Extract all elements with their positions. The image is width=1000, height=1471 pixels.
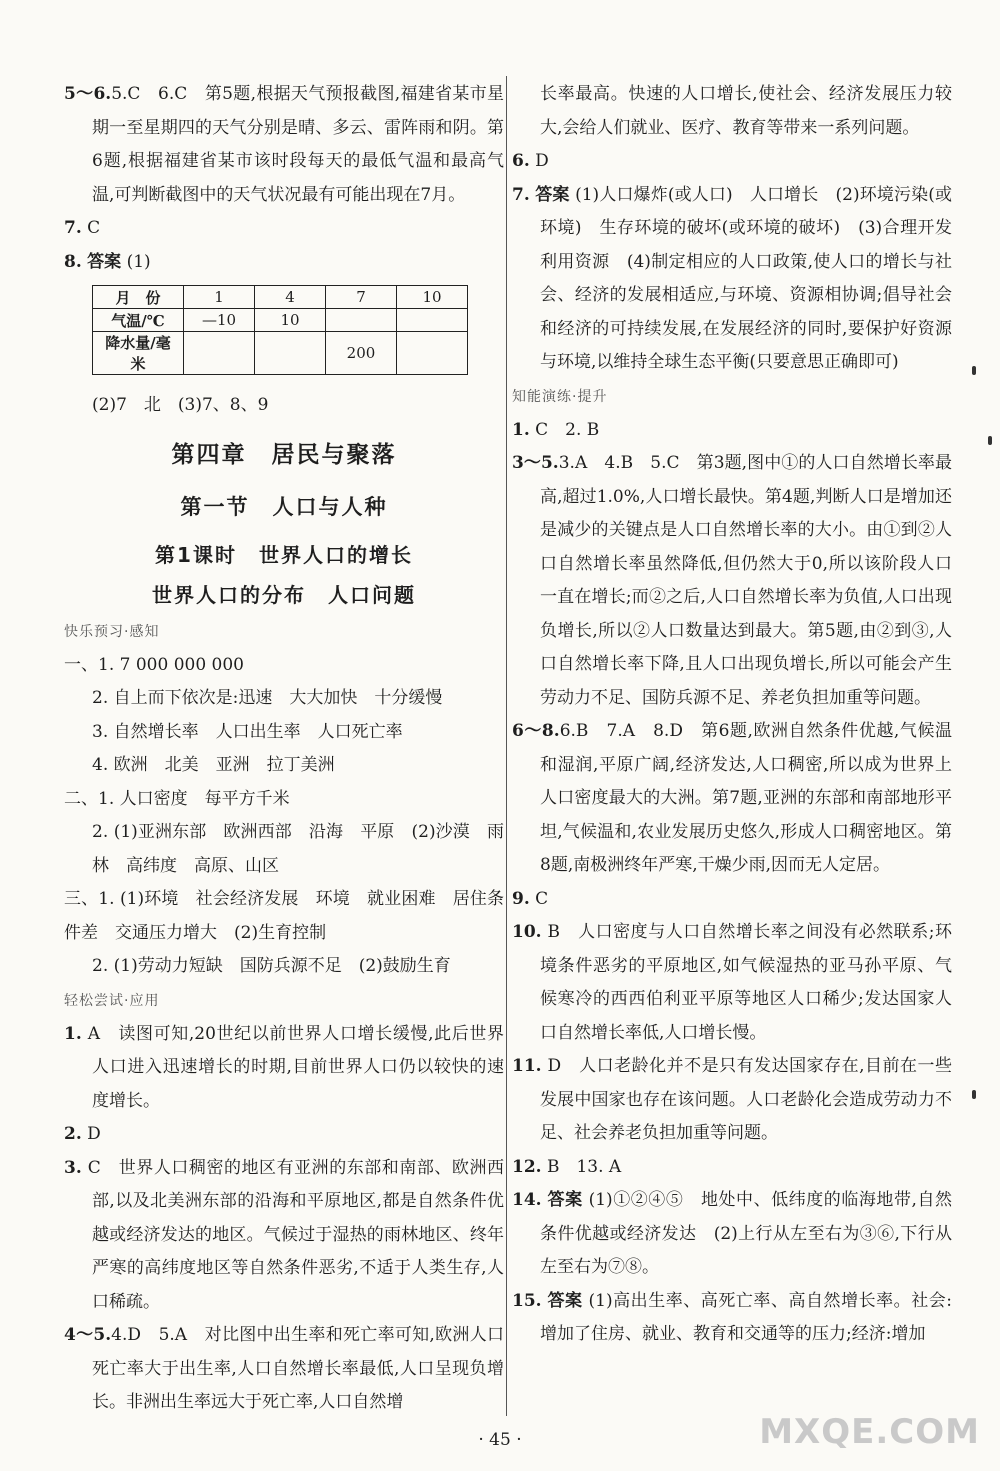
practice-item: 3～5.3.A 4.B 5.C 第3题,图中①的人口自然增长率最高,超过1.0%,人口增长最快。第4题,判断人口是增加还是减少的关键点是人口自然增长率的大小。由①到②人口自然增长率虽然降低,但仍然大于0,所以该阶段人口一直在增长;而②之后,人口自然增长率为负值,人口出现负增长,所以②人口数量达到最大。第5题,由②到③,人口自然增长率下降,且人口出现负增长,所以可能会产生劳动力不足、国防兵源不足、养老负担加重等问题。	[512, 453, 953, 708]
preview-line: 2. (1)亚洲东部 欧洲西部 沿海 平原 (2)沙漠 雨林 高纬度 高原、山区	[92, 822, 504, 876]
apply-item: 1. A 读图可知,20世纪以前世界人口增长缓慢,此后世界人口进入迅速增长的时期,目前世界人口仍以较快的速度增长。	[64, 1023, 505, 1111]
scan-mark	[988, 436, 992, 445]
answer-14: 14. 答案 (1)①②④⑤ 地处中、低纬度的临海地带,自然条件优越或经济发达 (2)上行从左至右为③⑥,下行从左至右为⑦⑧。	[512, 1190, 952, 1277]
lesson-title-1: 第1课时 世界人口的增长	[155, 542, 413, 567]
scan-mark	[972, 1090, 976, 1099]
practice-item: 6～8.6.B 7.A 8.D 第6题,欧洲自然条件优越,气候温和湿润,平原广阔,经济发达,人口稠密,所以成为世界上人口密度最大的大洲。第7题,亚洲的东部和南部地形平坦,气候温和,农业发展历史悠久,形成人口稠密地区。第8题,南极洲终年严寒,干燥少雨,因而无人定居。	[512, 721, 952, 875]
preview-line: 4. 欧洲 北美 亚洲 拉丁美洲	[92, 755, 335, 775]
preview-line: 2. (1)劳动力短缺 国防兵源不足 (2)鼓励生育	[92, 956, 451, 976]
lesson-title-2: 世界人口的分布 人口问题	[152, 582, 416, 607]
apply-item: 4～5.4.D 5.A 对比图中出生率和死亡率可知,欧洲人口死亡率大于出生率,人口自然增长率最低,人口呈现负增长。非洲出生率远大于死亡率,人口自然增	[64, 1325, 504, 1412]
practice-item: 1. C 2. B	[512, 419, 600, 440]
continued-text: 长率最高。快速的人口增长,使社会、经济发展压力较大,会给人们就业、医疗、教育等带来一系列问题。	[540, 84, 952, 138]
preview-line: 2. 自上而下依次是:迅速 大大加快 十分缓慢	[92, 688, 443, 708]
answer-8-rest: (2)7 北 (3)7、8、9	[92, 395, 269, 415]
section-label-practice: 知能演练·提升	[512, 388, 608, 405]
section-label-apply: 轻松尝试·应用	[64, 992, 160, 1009]
apply-item: 2. D	[64, 1124, 101, 1144]
preview-line: 一、1. 7 000 000 000	[64, 654, 244, 675]
apply-item: 3. C 世界人口稠密的地区有亚洲的东部和南部、欧洲西部,以及北美洲东部的沿海和平原地区,都是自然条件优越或经济发达的地区。气候过于湿热的雨林地区、终年严寒的高纬度地区等自然条件恶劣,不适于人类生存,人口稀疏。	[64, 1157, 505, 1312]
practice-item: 12. B 13. A	[512, 1156, 622, 1177]
answer-6: 6. D	[512, 151, 549, 171]
watermark-logo: MXQE.COM	[759, 1412, 980, 1452]
temp-header: 气温/℃	[93, 309, 184, 332]
column-divider	[506, 76, 507, 1416]
answer-5-6: 5～6.5.C 6.C 第5题,根据天气预报截图,福建省某市星期一至星期四的天气分别是晴、多云、雷阵雨和阴。第6题,根据福建省某市该时段每天的最低气温和最高气温,可判断截图中的天气状况最有可能出现在7月。	[64, 84, 505, 205]
preview-line: 三、1. (1)环境 社会经济发展 环境 就业困难 居住条件差 交通压力增大 (2)生育控制	[64, 889, 504, 943]
preview-line: 3. 自然增长率 人口出生率 人口死亡率	[92, 721, 403, 742]
page-number: · 45 ·	[478, 1430, 522, 1450]
right-column	[512, 78, 952, 1352]
chapter-title: 第四章 居民与聚落	[171, 441, 397, 468]
practice-item: 10. B 人口密度与人口自然增长率之间没有必然联系;环境条件恶劣的平原地区,如气候湿热的亚马孙平原、气候寒冷的西西伯利亚平原等地区人口稀少;发达国家人口自然增长率低,人口增长慢。	[512, 922, 952, 1043]
answer-15: 15. 答案 (1)高出生率、高死亡率、高自然增长率。社会:增加了住房、就业、教育和交通等的压力;经济:增加	[512, 1290, 953, 1344]
practice-item: 11. D 人口老龄化并不是只有发达国家存在,目前在一些发展中国家也存在该问题。人口老龄化会造成劳动力不足、社会养老负担加重等问题。	[512, 1056, 952, 1143]
section-title: 第一节 人口与人种	[180, 494, 388, 519]
answer-8: 8. 答案 (1)	[64, 251, 151, 272]
preview-line: 二、1. 人口密度 每平方千米	[64, 788, 290, 809]
answer-7: 7. C	[64, 218, 101, 238]
scan-mark	[972, 366, 976, 375]
left-column	[64, 78, 504, 1420]
practice-item: 9. C	[512, 888, 549, 909]
climate-table: 月 份 1 4 7 10 气温/℃ —10 10 降水量/毫米 200	[92, 285, 468, 375]
answer-7: 7. 答案 (1)人口爆炸(或人口) 人口增长 (2)环境污染(或环境) 生存环境的破坏(或环境的破坏) (3)合理开发利用资源 (4)制定相应的人口政策,使人口的增长与社会、经济的发展相适应,与环境、资源相协调;倡导社会和经济的可持续发展,在发展经济的同时,要保护好资源与环境,以维持全球生态平衡(只要意思正确即可)	[512, 184, 953, 372]
section-label-preview: 快乐预习·感知	[64, 623, 160, 640]
rain-header: 降水量/毫米	[93, 332, 184, 375]
month-header: 月 份	[93, 286, 184, 309]
